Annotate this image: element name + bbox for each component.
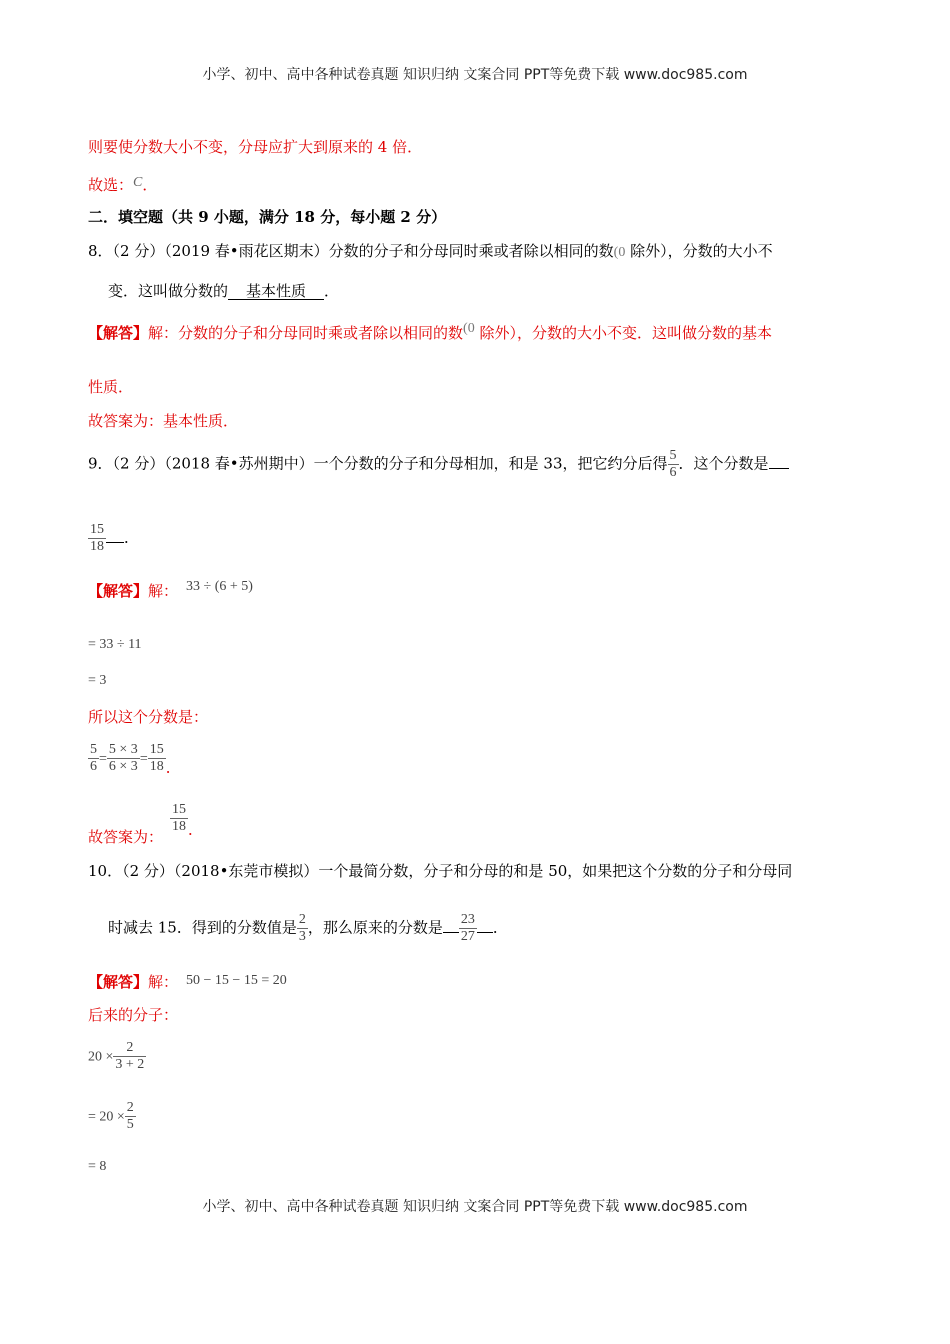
prev-solution-line: 则要使分数大小不变，分母应扩大到原来的 4 倍． (88, 138, 423, 156)
q9-step2: = 33 ÷ 11 (88, 637, 142, 652)
q10-step4: = 8 (88, 1159, 107, 1174)
q8-line1: 8．（2 分）（2019 春•雨花区期末）分数的分子和分母同时乘或者除以相同的数(0 除外），分数的大小不 (88, 242, 773, 260)
q10-given-fraction: $\frac{2}{3}$ (298, 912, 306, 945)
q8-answer: 基本性质 (228, 284, 324, 300)
q8-solution-line2: 性质． (88, 378, 134, 396)
q9-line1: 9．（2 分）（2018 春•苏州期中）一个分数的分子和分母相加，和是 33，把它约分后得 $\frac{5}{6}$ ．这个分数是 (88, 448, 789, 481)
q10-later-numerator: 后来的分子： (88, 1006, 179, 1024)
q9-final-label: 故答案为： (88, 828, 164, 846)
q10-line2: 时减去 15．得到的分数值是 $\frac{2}{3}$ ，那么原来的分数是 $\frac{23}{27}$ ． (108, 912, 508, 945)
q9-answer-line: $\frac{15}{18}$ ． (90, 522, 140, 555)
section-title: 二．填空题（共 9 小题，满分 18 分，每小题 2 分） (88, 208, 447, 226)
q10-step3: = 20 × $\frac{2}{5}$ (88, 1100, 134, 1133)
q10-answer-fraction: $\frac{23}{27}$ (460, 912, 475, 945)
q9-so-text: 所以这个分数是： (88, 708, 209, 726)
page-header: 小学、初中、高中各种试卷真题 知识归纳 文案合同 PPT等免费下载 www.doc985.com (202, 67, 748, 83)
q9-final-fraction: $\frac{15}{18}$ ． (172, 802, 204, 839)
q10-solution-line1: 【解答】解： 50 − 15 − 15 = 20 (88, 973, 287, 991)
prev-choice-line: 故选：C． (88, 175, 158, 194)
q10-step2: 20 × $\frac{2}{3 + 2}$ (88, 1040, 145, 1073)
q9-given-fraction: $\frac{5}{6}$ (669, 448, 677, 481)
q9-fraction-chain: $\frac{5}{6}$ = $\frac{5 \times 3}{6 \times 3}$ = $\frac{15}{18}$ ． (90, 742, 181, 777)
q8-final-answer: 故答案为：基本性质． (88, 412, 239, 430)
q9-step3: = 3 (88, 673, 107, 688)
q9-solution-line1: 【解答】解： 33 ÷ (6 + 5) (88, 579, 253, 600)
q9-answer-fraction: $\frac{15}{18}$ (90, 522, 104, 555)
q8-line2: 变．这叫做分数的 基本性质 ． (108, 282, 340, 300)
q8-solution-line1: 【解答】解：分数的分子和分母同时乘或者除以相同的数(0 除外），分数的大小不变．这叫做分数的基本 (88, 321, 772, 342)
page-footer: 小学、初中、高中各种试卷真题 知识归纳 文案合同 PPT等免费下载 www.doc985.com (202, 1199, 748, 1215)
q10-line1: 10．（2 分）（2018•东莞市模拟）一个最简分数，分子和分母的和是 50，如果把这个分数的分子和分母同 (88, 862, 793, 880)
